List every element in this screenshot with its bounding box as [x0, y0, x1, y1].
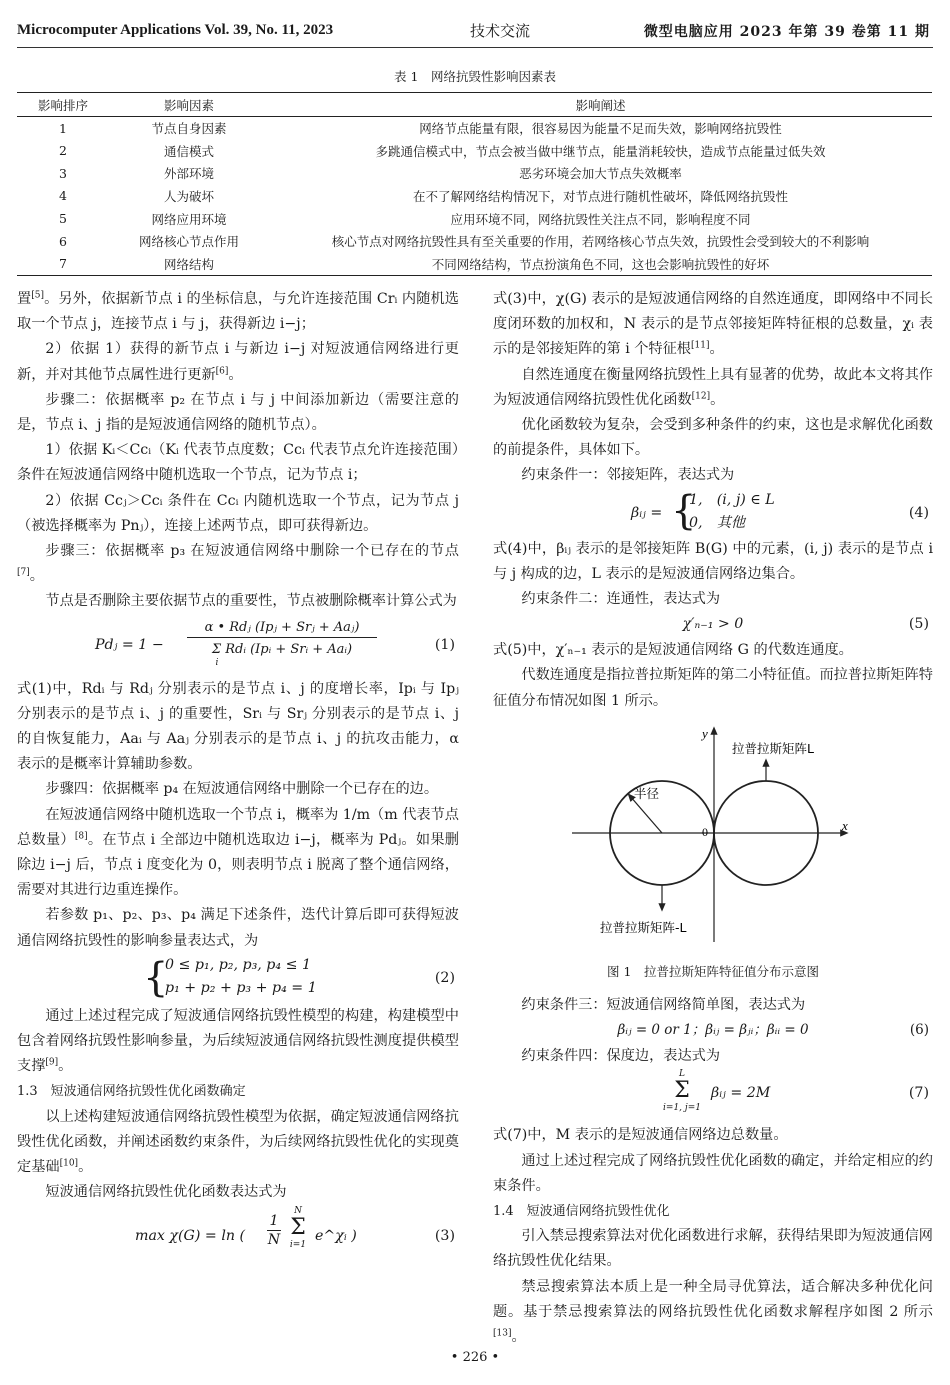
figure-caption: 图 1 拉普拉斯矩阵特征值分布示意图 [607, 964, 819, 979]
paragraph: 代数连通度是指拉普拉斯矩阵的第二小特征值。而拉普拉斯矩阵特征值分布情况如图 1 所示。 [493, 667, 933, 709]
eq2-line1: 0 ≤ p₁, p₂, p₃, p₄ ≤ 1 [165, 956, 312, 973]
eq7-number: (7) [908, 1085, 929, 1102]
table-cell: 1 [59, 120, 67, 136]
section-label: 技术交流 [470, 22, 531, 40]
table-cell: 网络应用环境 [151, 211, 227, 227]
equation-6 [493, 1018, 933, 1044]
paragraph [493, 287, 933, 363]
eq1-lhs: Pdⱼ = 1 − [95, 636, 164, 653]
paragraph: 式(5)中，χ′ₙ₋₁ 表示的是短波通信网络 G 的代数连通度。 [493, 642, 853, 659]
text: 以上述构建短波通信网络抗毁性模型为依据，确定短波通信网络抗毁性优化函数，并阐述函数约束条件，为后续网络抗毁性优化的实现奠定基础 [17, 1108, 459, 1176]
paragraph: 若参数 p₁、p₂、p₃、p₄ 满足下述条件，迭代计算后即可获得短波通信网络抗毁性的影响参量表达式，为 [17, 907, 459, 949]
table-row [17, 139, 932, 162]
eq4-case-2: 0, 其他 [689, 514, 746, 531]
citation: [11] [691, 340, 710, 351]
eq7-body: βᵢⱼ = 2M [711, 1085, 771, 1102]
table-cell: 外部环境 [163, 166, 214, 182]
eq7-sum-top: L [679, 1069, 685, 1080]
table-cell: 在不了解网络结构情况下，对节点进行随机性破坏，降低网络抗毁性 [412, 188, 788, 204]
eq3-lhs: max χ(G) = ln ( [135, 1227, 246, 1244]
table-cell: 网络节点能量有限，很容易因为能量不足而失效，影响网络抗毁性 [419, 121, 782, 137]
text: 2）依据 1）获得的新节点 i 与新边 i−j 对短波通信网络进行更新，并对其他节点属性进行更新 [17, 341, 459, 383]
equation-2: { 0 ≤ p₁, p₂, p₃, p₄ ≤ 1 p₁ + p₂ + p₃ + p₄ = 1 (2) [143, 954, 455, 1001]
equation-5 [493, 612, 933, 638]
text: 通过上述过程完成了短波通信网络抗毁性模型的构建，构建模型中包含着网络抗毁性影响参量，为后续短波通信网络抗毁性测度提供模型支撑 [17, 1007, 459, 1075]
table-row [17, 253, 932, 276]
paragraph: 优化函数较为复杂，会受到多种条件的约束，这也是求解优化函数的前提条件，具体如下。 [493, 417, 933, 459]
table-row [17, 230, 932, 253]
origin-label: 0 [702, 825, 708, 839]
paragraph [493, 1275, 933, 1351]
text: 。在节点 i 全部边中随机选取边 i−j，概率为 Pdⱼ。如果删除边 i−j 后，节点 i 度变化为 0，则表明节点 i 脱离了整个通信网络，需要对其进行边重连操作。 [17, 831, 459, 899]
eq4-case-1: 1, (i, j) ∈ L [689, 491, 775, 508]
right-column-continued [493, 993, 933, 1350]
table-cell: 网络结构 [109, 253, 269, 276]
table-header-cell: 影响因素 [109, 93, 269, 117]
eq1-number: (1) [434, 636, 455, 653]
constraint-4: 约束条件四：保度边，表达式为 [521, 1048, 721, 1065]
table-cell: 4 [59, 188, 67, 204]
eq1-numerator: α • Rdⱼ (Ipⱼ + Srⱼ + Aaⱼ) [187, 619, 377, 638]
laplacian-eigenvalue-figure [560, 718, 870, 948]
eq4-lhs: βᵢⱼ = [631, 504, 663, 521]
text: 。 [228, 366, 243, 383]
table-cell: 应用环境不同，网络抗毁性关注点不同，影响程度不同 [450, 211, 751, 227]
equation-3 [17, 1206, 459, 1266]
equation-7 [493, 1069, 933, 1123]
paragraph: 节点是否删除主要依据节点的重要性，节点被删除概率计算公式为 [45, 593, 457, 610]
eq3-sum-bottom: i=1 [289, 1239, 307, 1250]
eq6-number: (6) [909, 1022, 929, 1039]
paragraph: 2）依据 Ccⱼ＞Ccᵢ 条件在 Ccᵢ 内随机选取一个节点，记为节点 j（被选择概率为 Pnⱼ），连接上述两节点，即可获得新边。 [17, 492, 459, 534]
citation: [13] [493, 1328, 512, 1339]
radius-arrow [630, 796, 662, 833]
table-row [17, 185, 932, 208]
table-row [17, 207, 932, 230]
table-cell: 5 [59, 211, 67, 227]
table-cell: 不同网络结构，节点扮演角色不同，这也会影响抗毁性的好坏 [269, 253, 932, 276]
table-header-cell: 影响阐述 [269, 93, 932, 117]
table-cell: 3 [59, 165, 67, 181]
table-row [17, 117, 932, 140]
equation-4: βᵢⱼ = { 1, (i, j) ∈ L 0, 其他 (4) [631, 487, 929, 534]
table-row [17, 162, 932, 185]
eq6-body: βᵢⱼ = 0 or 1；βᵢⱼ = βⱼᵢ；βᵢᵢ = 0 [617, 1022, 809, 1039]
page-header [0, 0, 950, 48]
paragraph [17, 1004, 459, 1080]
journal-title-cn: 微型电脑应用 2023 年第 39 卷第 11 期 [643, 24, 930, 40]
section-heading-1-4: 1.4 短波通信网络抗毁性优化 [493, 1204, 670, 1220]
paragraph [17, 287, 459, 337]
sum-symbol: Σ [290, 1214, 306, 1240]
eq3-number: (3) [434, 1227, 455, 1244]
text: 。 [58, 1058, 73, 1075]
table-cell: 6 [59, 233, 67, 249]
text: 。 [29, 568, 44, 585]
sum-symbol: Σ [674, 1078, 690, 1104]
paragraph [17, 803, 459, 904]
table-cell: 核心节点对网络抗毁性具有至关重要的作用，若网络核心节点失效，抗毁性会受到较大的不利影响 [331, 234, 870, 250]
text: 在短波通信网络中随机选取一个节点 i，概率为 1/m（m 代表节点总数量） [17, 806, 459, 848]
table-cell: 节点自身因素 [151, 121, 227, 137]
citation: [7] [17, 567, 30, 578]
text: 式(3)中，χ(G) 表示的是短波通信网络的自然连通度，即网络中不同长度闭环数的加权和，N 表示的是节点邻接矩阵特征根的总数量，χᵢ 表示的是邻接矩阵的第 i 个特征根 [493, 291, 933, 358]
citation: [9] [45, 1057, 59, 1068]
paragraph: 通过上述过程完成了网络抗毁性优化函数的确定，并给定相应的约束条件。 [493, 1152, 933, 1194]
table-caption: 表 1 网络抗毁性影响因素表 [394, 69, 556, 84]
left-column [17, 287, 459, 1266]
table-cell: 网络核心节点作用 [138, 234, 239, 250]
table-cell: 7 [17, 253, 109, 276]
influence-factor-table [17, 92, 932, 276]
label-radius: 半径 [634, 786, 660, 801]
label-L: 拉普拉斯矩阵L [732, 741, 814, 756]
eq4-number: (4) [908, 504, 929, 521]
table-cell: 人为破坏 [163, 188, 214, 204]
journal-title-en: Microcomputer Applications Vol. 39, No. 11, 2023 [17, 22, 334, 38]
eq7-sum-bottom: i=1, j=1 [663, 1103, 701, 1114]
text: 禁忌搜索算法本质上是一种全局寻优算法，适合解决多种优化问题。基于禁忌搜索算法的网络抗毁性优化函数求解程序如图 2 所示 [493, 1278, 933, 1320]
text: 。 [709, 341, 724, 358]
eq1-denominator: Σ Rdᵢ (Ipᵢ + Srᵢ + Aaᵢ) [211, 641, 353, 657]
paragraph: 式(4)中，βᵢⱼ 表示的是邻接矩阵 B(G) 中的元素，(i, j) 表示的是节点 i 与 j 构成的边，L 表示的是短波通信网络边集合。 [493, 540, 933, 582]
citation: [6] [215, 365, 229, 376]
paragraph: 1）依据 Kᵢ＜Ccᵢ（Kᵢ 代表节点度数；Ccᵢ 代表节点允许连接范围）条件在短波通信网络中随机选取一个节点，记为节点 i； [17, 442, 459, 484]
constraint-3: 约束条件三：短波通信网络简单图，表达式为 [521, 997, 806, 1013]
eq2-line2: p₁ + p₂ + p₃ + p₄ = 1 [165, 979, 317, 996]
constraint-1: 约束条件一：邻接矩阵，表达式为 [521, 467, 735, 484]
text: 。 [78, 1159, 93, 1176]
text: 置 [17, 291, 32, 307]
text: 。 [710, 391, 725, 408]
eq3-numerator: 1 [267, 1212, 281, 1231]
equation-1 [17, 617, 459, 675]
citation: [12] [691, 391, 711, 402]
eq3-sum-top: N [294, 1205, 302, 1216]
eq3-tail: e^χᵢ ) [315, 1227, 357, 1244]
eq2-number: (2) [434, 969, 455, 986]
table-cell: 多跳通信模式中，节点会被当做中继节点，能量消耗较快，造成节点能量过低失效 [375, 143, 826, 159]
citation: [10] [59, 1158, 79, 1169]
text: 。 [511, 1329, 526, 1346]
label-negL: 拉普拉斯矩阵-L [600, 920, 687, 935]
table-cell: 2 [59, 143, 67, 159]
page-number: • 226 • [450, 1350, 500, 1365]
paragraph: 步骤四：依据概率 p₄ 在短波通信网络中删除一个已存在的边。 [45, 781, 439, 798]
header-rule [17, 47, 933, 48]
right-column [493, 287, 933, 714]
eq5-body: χ′ₙ₋₁ > 0 [682, 616, 744, 633]
eq5-number: (5) [908, 616, 929, 633]
table-cell: 恶劣环境会加大节点失效概率 [519, 166, 682, 182]
text: 步骤三：依据概率 p₃ 在短波通信网络中删除一个已存在的节点 [45, 543, 459, 560]
eq3-denominator: N [267, 1231, 281, 1248]
section-heading-1-3: 1.3 短波通信网络抗毁性优化函数确定 [17, 1084, 246, 1100]
paragraph: 短波通信网络抗毁性优化函数表达式为 [45, 1184, 287, 1201]
paragraph [17, 539, 459, 589]
paragraph [493, 363, 933, 413]
y-axis-label: y [702, 726, 708, 741]
paragraph: 引入禁忌搜索算法对优化函数进行求解，获得结果即为短波通信网络抗毁性优化结果。 [493, 1228, 933, 1270]
constraint-2: 约束条件二：连通性，表达式为 [521, 591, 721, 608]
citation: [5] [31, 290, 45, 301]
paragraph [17, 337, 459, 387]
eq1-sum-index: i [215, 657, 219, 668]
text: 。另外，依据新节点 i 的坐标信息，与允许连接范围 Crᵢ 内随机选取一个节点 j，连接节点 i 与 j，获得新边 i−j； [17, 291, 459, 333]
x-axis-label: x [842, 818, 848, 833]
table-cell: 通信模式 [163, 143, 214, 159]
text: 自然连通度在衡量网络抗毁性上具有显著的优势，故此本文将其作为短波通信网络抗毁性优化函数 [493, 366, 933, 408]
paragraph: 步骤二：依据概率 p₂ 在节点 i 与 j 中间添加新边（需要注意的是，节点 i、j 指的是短波通信网络的随机节点）。 [17, 391, 459, 434]
paragraph [17, 1105, 459, 1181]
paragraph: 式(7)中，M 表示的是短波通信网络边总数量。 [493, 1127, 788, 1144]
table-header-cell: 影响排序 [17, 93, 109, 117]
paragraph: 式(1)中，Rdᵢ 与 Rdⱼ 分别表示的是节点 i、j 的度增长率，Ipᵢ 与 Ipⱼ 分别表示的是节点 i、j 的重要性，Srᵢ 与 Srⱼ 分别表示的是节点 i、j 的自恢复能力，Aaᵢ 与 Aaⱼ 分别表示的是节点 i、j 的抗攻击能力，α 表示的是概率计算辅助参数。 [17, 680, 459, 773]
citation: [8] [74, 831, 88, 842]
table-header-row [17, 93, 932, 117]
